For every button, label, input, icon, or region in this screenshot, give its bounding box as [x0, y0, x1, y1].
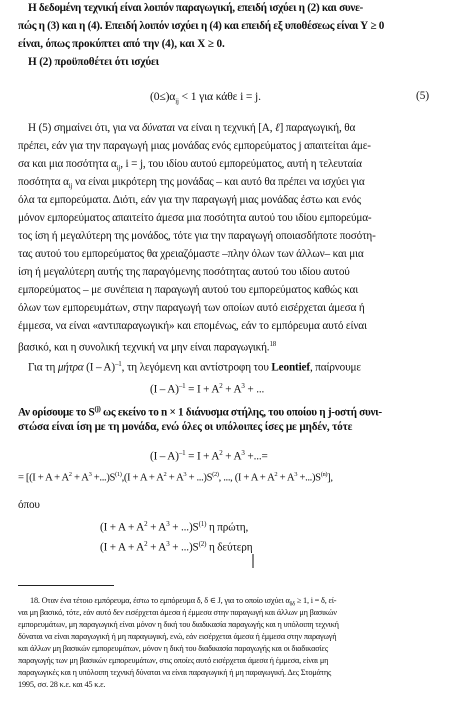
scan-mark: [252, 554, 254, 568]
equation-inverse: $(I - A)^{-1} = I + A^2 + A^3$ + ...: [150, 382, 265, 396]
text-line: είναι, όπως προκύπτει από την (4), και Χ ≥ 0.: [18, 38, 225, 50]
text-line: έμμεσα, να είναι «αντιπαραγωγική» και επομένως, εάν το εμπόρευμα αυτό είναι: [18, 320, 367, 332]
text-line: εμπορεύματος – με συνέπεια η παραγωγή αυτού του εμπορεύματος καθώς και: [18, 284, 359, 296]
footnote-line: παραγωγικές και η υπόλοιπη τεχνική δύναται να είναι παραγωγική ή μη παραγωγική. Δες Στομάτης: [18, 668, 332, 677]
text-line: τος ίση ή μεγαλύτερη της μονάδος, τότε για την παραγωγή οποιασδήποτε ποσότη-: [18, 230, 376, 242]
text-line: όλα τα εμπορεύματα. Διότι, εάν για την παραγωγή μιας μονάδας έστω και ενός: [18, 194, 361, 206]
equation-5: $(0\le)\alpha_{ij} < 1$ για κάθε i = j.: [150, 90, 261, 106]
footnote-line: 18. Οταν ένα τέτοιο εμπόρευμα, έστω το εμπόρευμα δ, δ ∈ J, για το οποίο ισχύει $\alpha_{\delta\delta} \ge 1$, i = δ, εί-: [30, 596, 337, 608]
text-line: Η (2) προϋποθέτει ότι ισχύει: [28, 56, 159, 68]
footnote-line: εμπορευμάτων, μη παραγωγική είναι μόνον η δική του διαδικασία παραγωγής και η υπόλοιπη τεχνική: [18, 620, 339, 629]
text-line: πώς η (3) και η (4). Επειδή λοιπόν ισχύει η (4) και επειδή εξ υποθέσεως είναι Υ ≥ 0: [18, 20, 385, 32]
footnote-line: παραγωγής των μη βασικών εμπορευμάτων, στις οποίες αυτό εισέρχεται άμεσα ή έμμεσα, είναι μη: [18, 656, 329, 665]
text-line: όλων των εμπορευμάτων, στην παραγωγή των οποίων αυτό εισέρχεται άμεσα ή: [18, 302, 365, 314]
text-line: τας αυτού του εμπορεύματος θα χρειαζόμαστε –πλην όλων των άλλων– και μια: [18, 248, 364, 260]
footnote-ref: 18: [269, 340, 277, 348]
where-line-2: $(I + A + A^2 + A^3 + ...)S^{(2)}$ η δεύτερη: [100, 540, 253, 554]
footnote-line: 1995, σσ. 28 κ.ε. και 45 κ.ε.: [18, 680, 106, 689]
text-line: ίση ή μεγαλύτερη αυτής της παραγόμενης ποσότητας αυτού του ιδίου αυτού: [18, 266, 350, 278]
text-line: πρέπει, εάν για την παραγωγή μιας μονάδας ενός εμπορεύματος j απαιτείται άμε-: [18, 140, 371, 152]
text-line: μόνον εμπορεύματος απαιτείτο άμεσα μια ποσότητα αυτού του ιδίου εμπορεύμα-: [18, 212, 372, 224]
text-line: Για τη μήτρα (Ι – Α)$^{-1}$, τη λεγόμενη και αντίστροφη του Leontief, παίρνουμε: [28, 360, 361, 374]
footnote-line: και άλλων μη βασικών εμπορευμάτων, μόνον η δική του διαδικασία παραγωγής και οι διαδικασίες: [18, 644, 328, 653]
where-line-1: $(I + A + A^2 + A^3 + ...)S^{(1)}$ η πρώτη,: [100, 520, 249, 534]
text-line: σα και μια ποσότητα $\alpha_{ij}$, i = j, του ιδίου αυτού εμπορεύματος, αυτή η τελευταία: [18, 158, 362, 173]
footnote-line: ναι μη βασικό, τότε, εάν αυτό δεν εισέρχεται άμεσα ή έμμεσα στην παραγωγή και άλλων μη βασικών: [18, 608, 337, 617]
text-line: Η (5) σημαίνει ότι, για να δύναται να είναι η τεχνική [Α, ℓ] παραγωγική, θα: [28, 122, 356, 134]
text-line: Η δεδομένη τεχνική είναι λοιπόν παραγωγική, επειδή ισχύει η (2) και συνε-: [28, 2, 363, 14]
text-line: Αν ορίσουμε το $S^{(j)}$ ως εκείνο το n × 1 διάνυσμα στήλης, του οποίου η j-οστή συνι-: [18, 405, 382, 419]
text-line: ποσότητα $\alpha_{ij}$ να είναι μικρότερη της μονάδας – και αυτό θα πρέπει να ισχύει για: [18, 176, 365, 191]
equation-long-line-1: $(I - A)^{-1} = I + A^2 + A^3$ +...=: [150, 449, 268, 463]
where-label: όπου: [18, 499, 40, 511]
equation-number: (5): [416, 90, 430, 102]
footnote-line: δύναται να είναι παραγωγική ή μη παραγωγική, ενώ, εάν εισέρχεται άμεσα ή έμμεσα στην παραγωγή: [18, 632, 337, 641]
equation-long-line-2: = [$(I + A + A^2 + A^3 +...)S^{(1)},(I + A + A^2 + A^3 + ...)S^{(2)}$, ..., $(I + A + A^2 + A^3 +...)S^{(n)}$],: [18, 471, 333, 484]
text-line: βασικό, και η συνολική τεχνική να μην είναι παραγωγική.$^{18}$: [18, 340, 277, 354]
text-line: στώσα είναι ίση με τη μονάδα, ενώ όλες οι υπόλοιπες ίσες με μηδέν, τότε: [18, 421, 353, 433]
footnote-rule: [18, 585, 114, 586]
